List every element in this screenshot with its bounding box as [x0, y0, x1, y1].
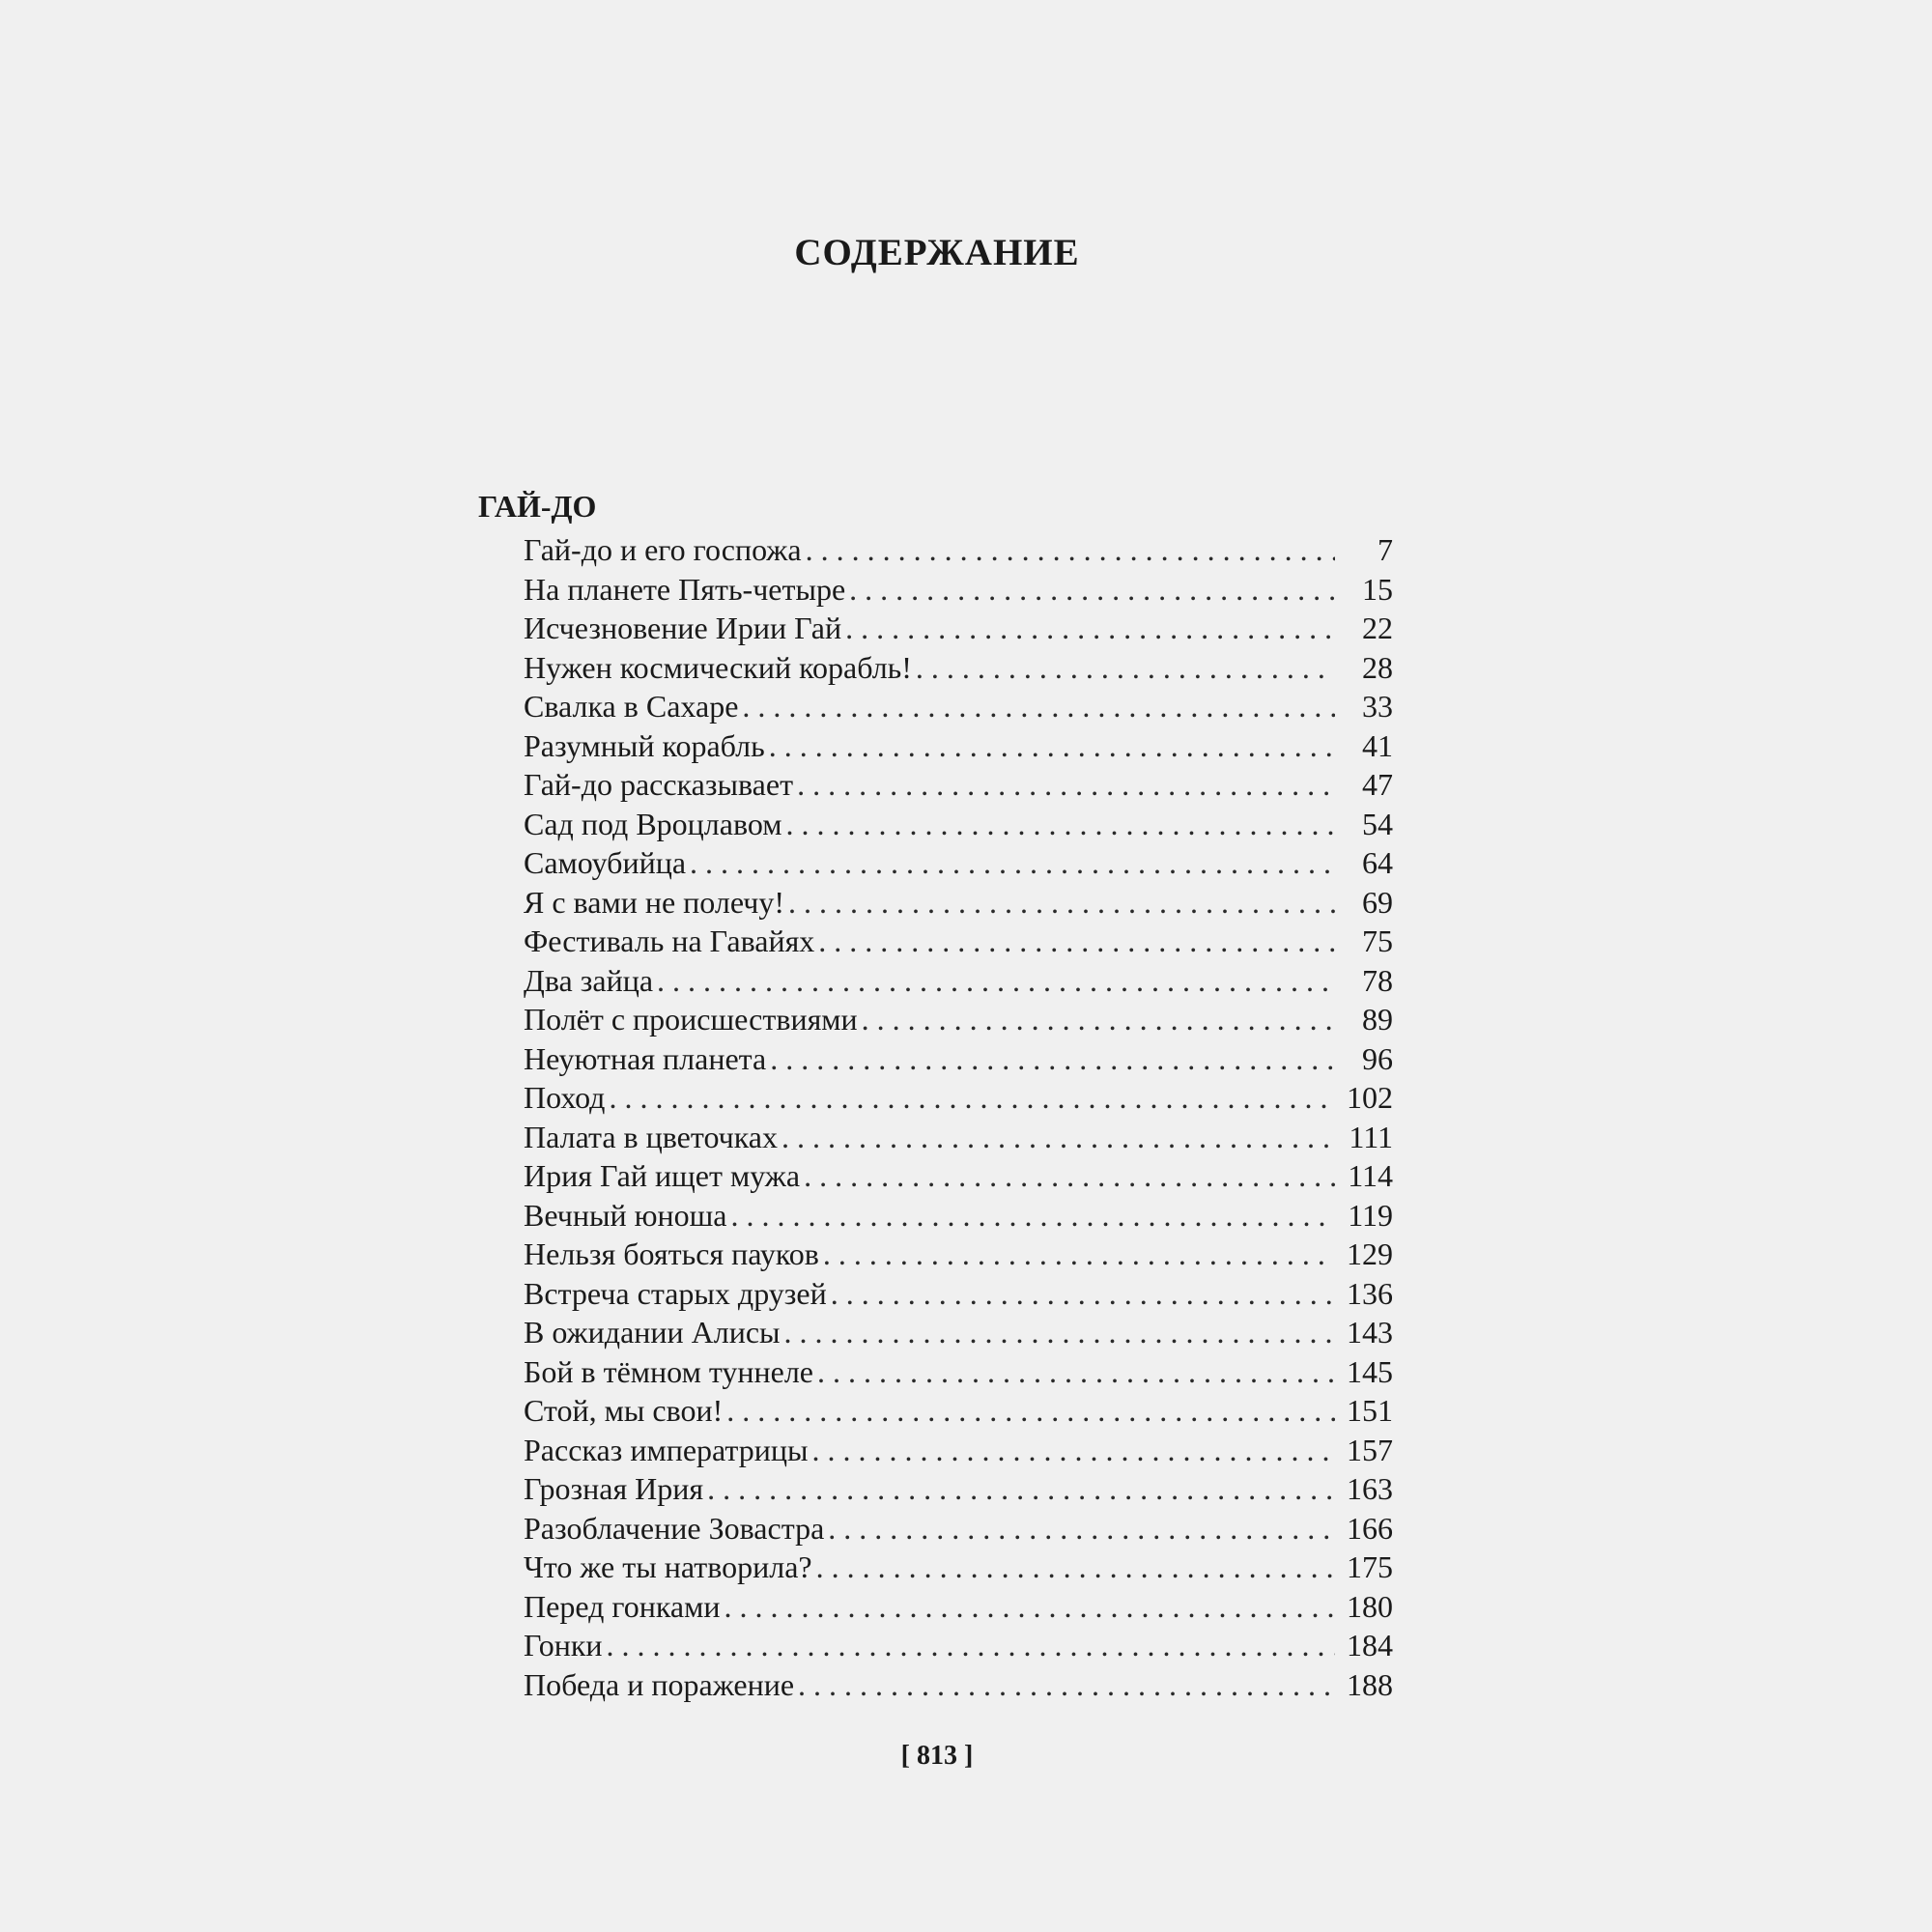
- page-number: [ 813 ]: [900, 1741, 974, 1771]
- dot-leader: [784, 1313, 1335, 1351]
- dot-leader: [845, 609, 1335, 647]
- section-title: ГАЙ-ДО: [478, 489, 597, 524]
- toc-entry-title: Два зайца: [524, 962, 654, 998]
- toc-entry[interactable]: [524, 843, 1393, 883]
- toc-entry-page: 7: [1378, 532, 1393, 567]
- toc-entry[interactable]: [524, 1313, 1393, 1352]
- toc-entry[interactable]: [524, 1548, 1393, 1587]
- toc-entry[interactable]: [524, 765, 1393, 805]
- dot-leader: [831, 1274, 1335, 1313]
- toc-entry-title: Гай-до рассказывает: [524, 767, 794, 802]
- toc-entry[interactable]: [524, 1039, 1393, 1079]
- dot-leader: [609, 1078, 1335, 1117]
- toc-entry[interactable]: [524, 961, 1393, 1001]
- toc-entry-page: 129: [1347, 1236, 1393, 1271]
- dot-leader: [816, 1548, 1335, 1586]
- toc-entry-title: Самоубийца: [524, 845, 687, 880]
- toc-entry[interactable]: [524, 726, 1393, 766]
- dot-leader: [730, 1196, 1335, 1235]
- toc-entry-page: 78: [1362, 962, 1393, 998]
- toc-entry-page: 15: [1362, 571, 1393, 607]
- toc-entry-title: Разумный корабль: [524, 727, 765, 763]
- dot-leader: [818, 922, 1335, 960]
- dot-leader: [742, 687, 1335, 725]
- dot-leader: [657, 961, 1335, 1000]
- toc-entry-title: Исчезновение Ирии Гай: [524, 611, 842, 645]
- toc-entry-page: 180: [1347, 1588, 1393, 1624]
- toc-entry[interactable]: [524, 1196, 1393, 1236]
- dot-leader: [726, 1391, 1335, 1430]
- toc-entry-title: Что же ты натворила?: [524, 1549, 812, 1584]
- toc-entry-title: Разоблачение Зовастра: [524, 1510, 825, 1546]
- toc-entry-title: Рассказ императрицы: [524, 1432, 809, 1467]
- toc-entry-title: Полёт с происшествиями: [524, 1002, 858, 1037]
- toc-entry[interactable]: [524, 687, 1393, 726]
- toc-entry-page: 89: [1362, 1002, 1393, 1037]
- dot-leader: [690, 843, 1335, 882]
- toc-entry-title: Свалка в Сахаре: [524, 689, 739, 724]
- toc-entry[interactable]: [524, 609, 1393, 648]
- toc-entry-title: Палата в цветочках: [524, 1119, 778, 1154]
- toc-entry-title: Перед гонками: [524, 1588, 721, 1624]
- dot-leader: [862, 1000, 1335, 1038]
- dot-leader: [849, 570, 1335, 609]
- toc-entry-title: Фестиваль на Гавайях: [524, 923, 815, 958]
- toc-entry[interactable]: [524, 1391, 1393, 1431]
- dot-leader: [823, 1235, 1335, 1273]
- toc-entry[interactable]: [524, 1509, 1393, 1548]
- toc-entry-title: Сад под Вроцлавом: [524, 806, 782, 841]
- toc-entry-title: Встреча старых друзей: [524, 1275, 827, 1311]
- toc-entry-title: Я с вами не полечу!: [524, 884, 784, 920]
- dot-leader: [817, 1352, 1335, 1391]
- toc-entry-title: Победа и поражение: [524, 1666, 795, 1702]
- toc-entry-page: 136: [1347, 1275, 1393, 1311]
- toc-entry[interactable]: [524, 1665, 1393, 1705]
- toc-entry-title: Нельзя бояться пауков: [524, 1236, 819, 1271]
- dot-leader: [788, 883, 1335, 922]
- toc-entry-page: 163: [1347, 1471, 1393, 1506]
- toc-entry[interactable]: [524, 530, 1393, 570]
- toc-entry-title: Неуютная планета: [524, 1040, 767, 1076]
- dot-leader: [785, 805, 1335, 843]
- dot-leader: [770, 1039, 1335, 1078]
- toc-entry-page: 119: [1348, 1197, 1393, 1233]
- toc-entry[interactable]: [524, 1274, 1393, 1314]
- toc-entry-title: Грозная Ирия: [524, 1471, 704, 1506]
- dot-leader: [812, 1431, 1335, 1469]
- toc-entry-title: Вечный юноша: [524, 1197, 727, 1233]
- dot-leader: [781, 1118, 1335, 1156]
- dot-leader: [798, 1665, 1335, 1704]
- dot-leader: [804, 1156, 1335, 1195]
- dot-leader: [707, 1469, 1335, 1508]
- toc-entry[interactable]: [524, 1000, 1393, 1039]
- page-title: СОДЕРЖАНИЕ: [794, 232, 1080, 273]
- toc-entry[interactable]: [524, 1626, 1393, 1665]
- toc-entry-title: Гай-до и его госпожа: [524, 532, 802, 567]
- dot-leader: [606, 1626, 1335, 1664]
- toc-entry-page: 96: [1362, 1040, 1393, 1076]
- table-of-contents: [524, 530, 1393, 1704]
- toc-entry-title: В ожидании Алисы: [524, 1315, 781, 1350]
- toc-entry-page: 69: [1362, 884, 1393, 920]
- toc-entry-page: 102: [1347, 1080, 1393, 1115]
- toc-entry[interactable]: [524, 1469, 1393, 1509]
- toc-entry-page: 22: [1362, 611, 1393, 645]
- toc-entry-page: 64: [1362, 845, 1393, 880]
- toc-entry-page: 33: [1362, 689, 1393, 724]
- toc-entry[interactable]: [524, 1587, 1393, 1627]
- toc-entry-page: 41: [1362, 727, 1393, 763]
- toc-entry-title: Нужен космический корабль!: [524, 649, 912, 685]
- toc-entry[interactable]: [524, 1431, 1393, 1470]
- toc-entry-title: Бой в тёмном туннеле: [524, 1353, 813, 1389]
- toc-entry-page: 184: [1347, 1628, 1393, 1662]
- toc-entry[interactable]: [524, 1156, 1393, 1196]
- toc-entry-title: Стой, мы свои!: [524, 1393, 724, 1428]
- dot-leader: [916, 648, 1335, 687]
- toc-entry-page: 75: [1362, 923, 1393, 958]
- toc-entry-title: Гонки: [524, 1628, 603, 1662]
- dot-leader: [828, 1509, 1335, 1548]
- dot-leader: [797, 765, 1335, 804]
- toc-entry[interactable]: [524, 1118, 1393, 1157]
- toc-entry-page: 111: [1349, 1119, 1393, 1154]
- toc-entry-title: Ирия Гай ищет мужа: [524, 1158, 801, 1193]
- toc-entry[interactable]: [524, 883, 1393, 923]
- toc-entry[interactable]: [524, 1352, 1393, 1392]
- toc-entry-page: 175: [1347, 1549, 1393, 1584]
- toc-entry[interactable]: [524, 648, 1393, 688]
- toc-entry-page: 114: [1348, 1158, 1393, 1193]
- toc-entry-page: 157: [1347, 1432, 1393, 1467]
- toc-entry-page: 166: [1347, 1510, 1393, 1546]
- dot-leader: [806, 530, 1335, 569]
- dot-leader: [724, 1587, 1335, 1626]
- toc-entry-page: 54: [1362, 806, 1393, 841]
- toc-entry-page: 145: [1347, 1353, 1393, 1389]
- toc-entry[interactable]: [524, 570, 1393, 610]
- toc-entry[interactable]: [524, 1235, 1393, 1274]
- toc-entry-page: 143: [1347, 1315, 1393, 1350]
- toc-entry-page: 188: [1347, 1666, 1393, 1702]
- toc-entry[interactable]: [524, 922, 1393, 961]
- toc-entry[interactable]: [524, 805, 1393, 844]
- toc-entry-title: На планете Пять-четыре: [524, 571, 846, 607]
- toc-entry-page: 28: [1362, 649, 1393, 685]
- toc-entry-page: 47: [1362, 767, 1393, 802]
- toc-entry-page: 151: [1347, 1393, 1393, 1428]
- toc-entry[interactable]: [524, 1078, 1393, 1118]
- dot-leader: [769, 726, 1335, 765]
- toc-entry-title: Поход: [524, 1080, 606, 1115]
